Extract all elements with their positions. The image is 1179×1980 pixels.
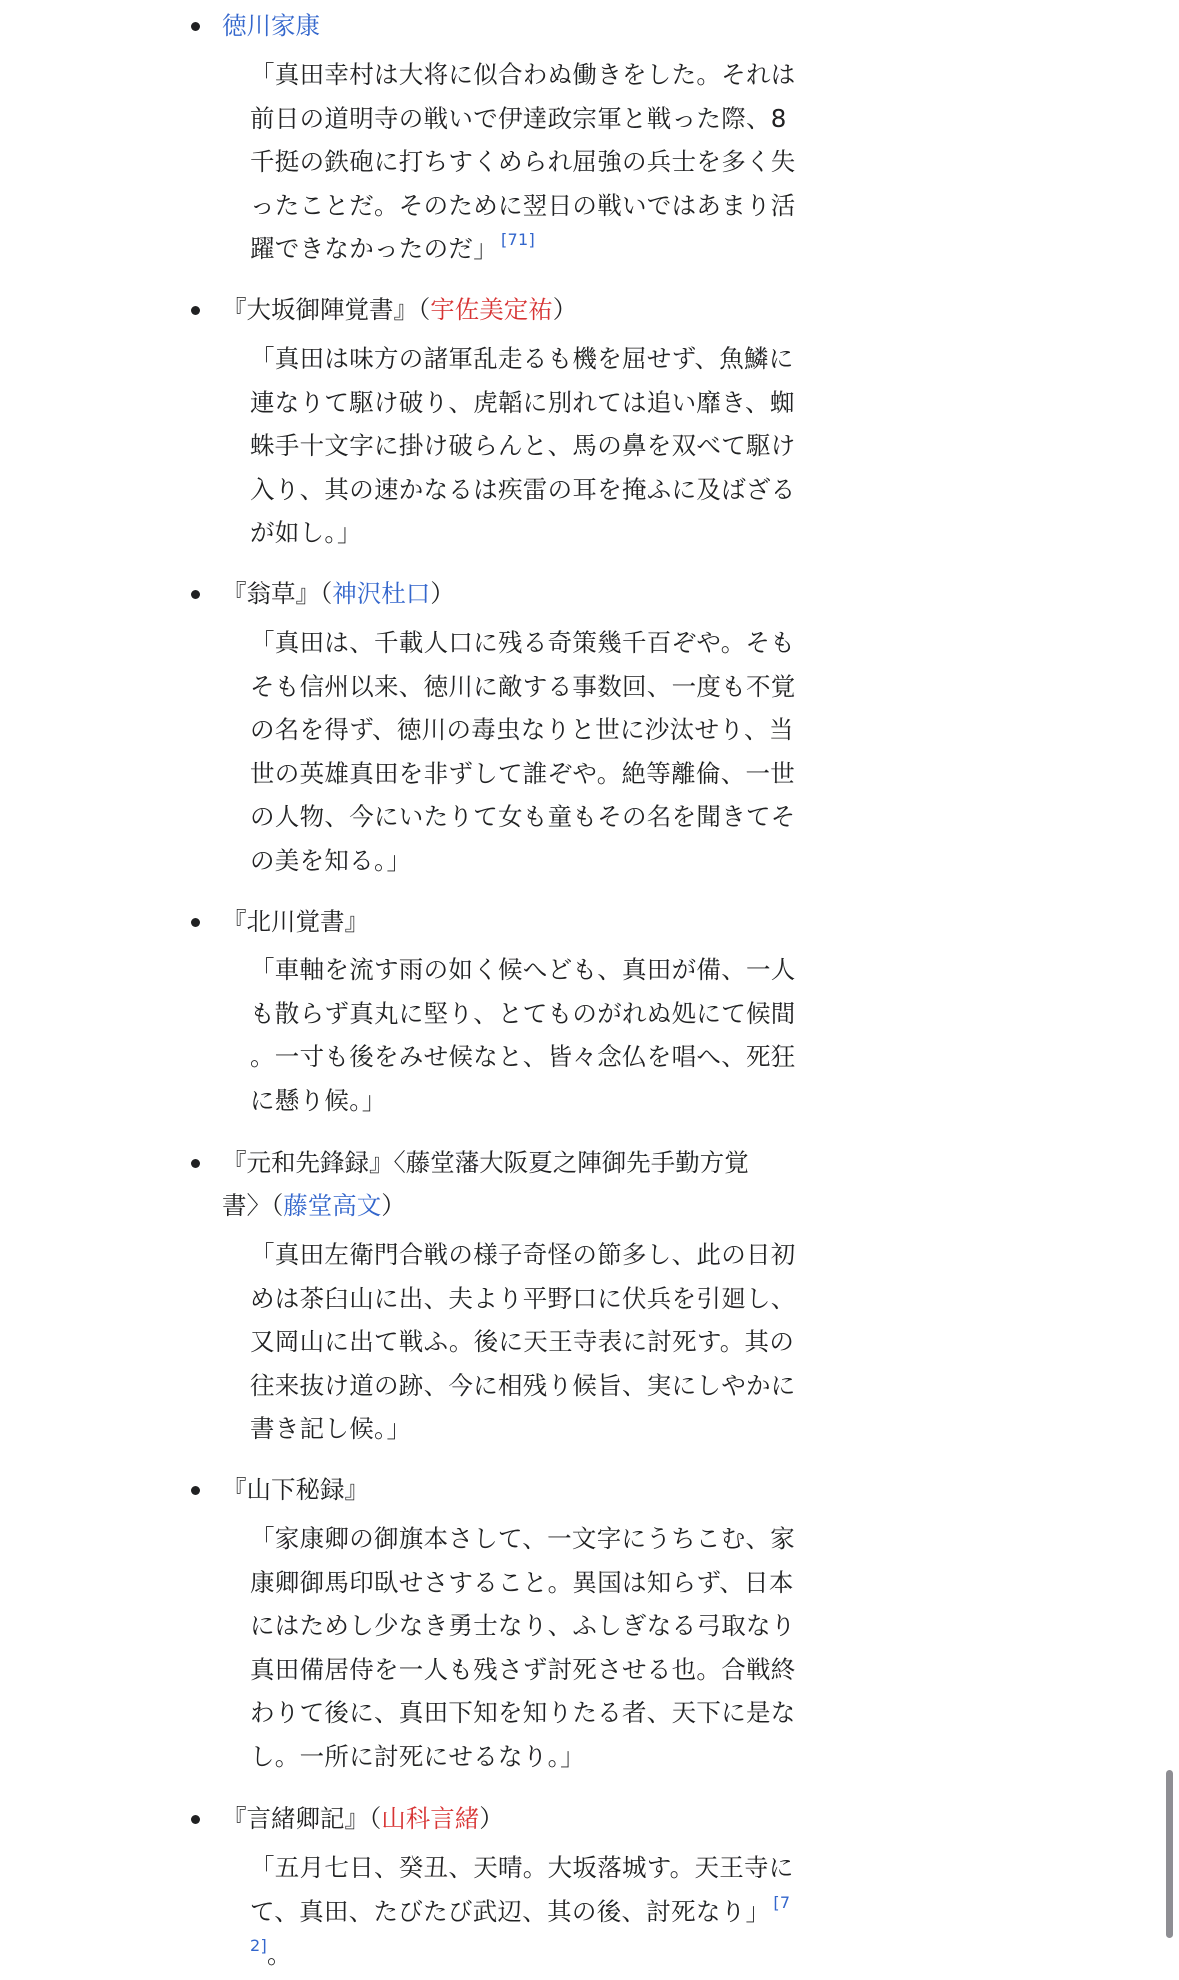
quote-period: 。 [267,1940,292,1969]
source-title: 『言緒卿記』（ [222,1804,382,1833]
quote-text: 「真田左衛門合戦の様子奇怪の節多し、此の日初めは茶臼山に出、夫より平野口に伏兵を引廻し、又岡山に出て戦ふ。後に天王寺表に討死す。其の往来抜け道の跡、今に相残り候旨、実にしやかに書き記し候。」 [250,1240,796,1443]
quote-heading [222,1141,782,1227]
quote-heading [222,288,802,331]
source-title: 『翁草』（ [222,579,333,608]
heading-close: ） [381,1191,406,1220]
quote-body: 「五月七日、癸丑、天晴。大坂落城す。天王寺にて、真田、たびたび武辺、其の後、討死なり」 [250,1853,794,1926]
bullet [191,1159,200,1168]
source-title: 『大坂御陣覚書』（ [222,295,431,324]
bullet [191,918,200,927]
quote-text: 「家康卿の御旗本さして、一文字にうちこむ、家康卿御馬印臥せさすること。異国は知らず、日本にはためし少なき勇士なり、ふしぎなる弓取なり真田備居侍を一人も残さず討死させる也。合戦終わりて後に、真田下知を知りたる者、天下に是なし。一所に討死にせるなり。」 [250,1524,796,1771]
source-title: 『元和先鋒録』〈藤堂藩大阪夏之陣御先手勤方覚書〉（ [222,1148,749,1220]
quote-heading [222,1468,802,1511]
scrollbar[interactable] [1166,1770,1173,1938]
quote-text: 「車軸を流す雨の如く候へども、真田が備、一人も散らず真丸に堅り、とてものがれぬ処にて候間。一寸も後をみせ候なと、皆々念仏を唱へ、死狂に懸り候。」 [250,955,796,1115]
bullet [191,1815,200,1824]
heading-close: ） [479,1804,504,1833]
quote-heading [222,1797,802,1840]
link-yamashina-tokio[interactable]: 山科言緒 [381,1804,480,1833]
link-usami-sadasuke[interactable]: 宇佐美定祐 [430,295,553,324]
citation-link[interactable]: [72] [250,1892,791,1955]
bullet [191,22,200,31]
bullet [191,1486,200,1495]
bullet [191,306,200,315]
heading-close: ） [552,295,578,324]
link-tokugawa-ieyasu[interactable]: 徳川家康 [222,11,320,40]
heading-close: ） [430,579,455,608]
quote-text: 「真田は、千載人口に残る奇策幾千百ぞや。そもそも信州以来、徳川に敵する事数回、一度も不覚の名を得ず、徳川の毒虫なりと世に沙汰せり、当世の英雄真田を非ずして誰ぞや。絶等離倫、一世の人物、今にいたりて女も童もその名を聞きてその美を知る。」 [250,628,796,875]
bullet [191,590,200,599]
quote-heading [222,572,802,615]
link-todo-takafumi[interactable]: 藤堂高文 [283,1191,382,1220]
citation-link[interactable]: [71] [501,230,536,249]
quote-text: 「真田は味方の諸軍乱走るも機を屈せず、魚鱗に連なりて駆け破り、虎韜に別れては追い靡き、蜘蛛手十文字に掛け破らんと、馬の鼻を双べて駆け入り、其の速かなるは疾雷の耳を掩ふに及ばざるが如し。」 [250,344,796,547]
quote-heading [222,900,802,943]
link-kanzawa-toko[interactable]: 神沢杜口 [332,579,431,608]
quote-body: 「真田幸村は大将に似合わぬ働きをした。それは前日の道明寺の戦いで伊達政宗軍と戦った際、8千挺の鉄砲に打ちすくめられ屈強の兵士を多く失ったことだ。そのために翌日の戦いではあまり活躍できなかったのだ」 [250,60,796,263]
quote-text [250,53,800,271]
source-title: 『山下秘録』 [222,1475,369,1504]
source-title: 『北川覚書』 [222,907,369,936]
quote-text [250,1846,800,1977]
quote-heading [222,4,802,47]
